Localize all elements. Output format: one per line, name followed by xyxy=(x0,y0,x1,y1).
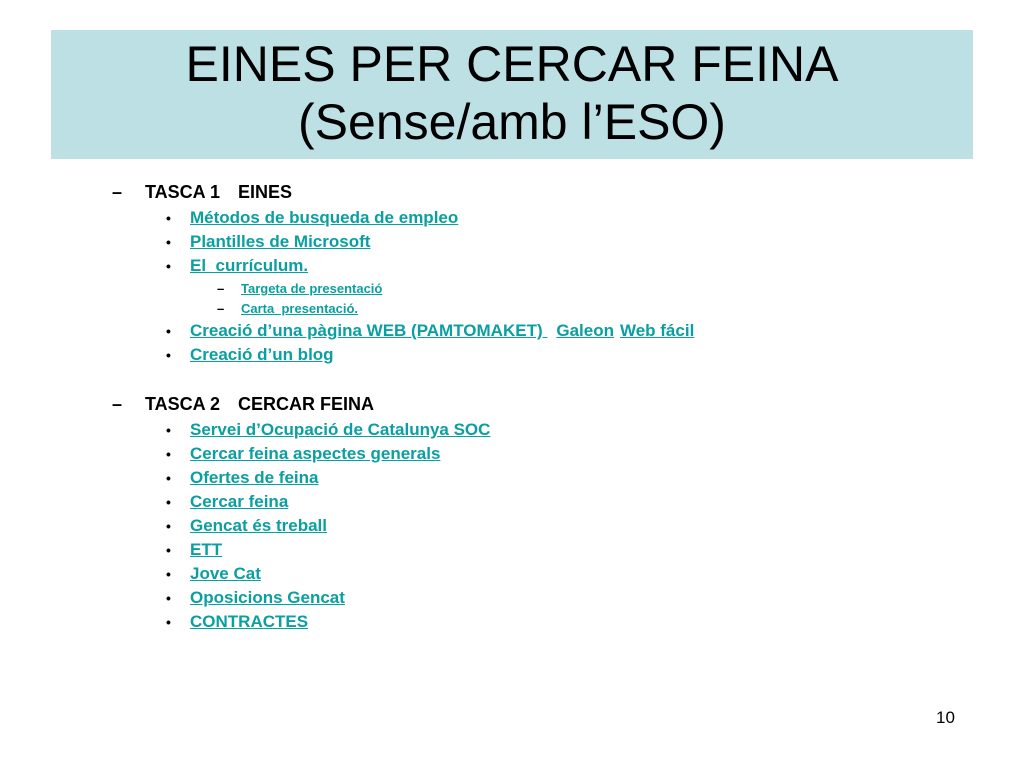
bullet-icon: • xyxy=(166,258,171,274)
tasca1-name: EINES xyxy=(238,182,293,202)
link-ofertes-feina[interactable]: Ofertes de feina xyxy=(190,468,319,487)
link-cercar-feina[interactable]: Cercar feina xyxy=(190,492,289,511)
link-contractes[interactable]: CONTRACTES xyxy=(190,612,309,631)
link-gencat-treball[interactable]: Gencat és treball xyxy=(190,516,328,535)
link-jove-cat[interactable]: Jove Cat xyxy=(190,564,261,583)
tasca2-label: TASCA 2 xyxy=(145,394,221,414)
page-number: 10 xyxy=(936,708,955,727)
link-servei-ocupacio-soc[interactable]: Servei d’Ocupació de Catalunya SOC xyxy=(190,420,491,439)
link-creacio-blog[interactable]: Creació d’un blog xyxy=(190,345,334,364)
dash-marker: – xyxy=(112,394,123,414)
bullet-icon: • xyxy=(166,590,171,606)
dash-marker: – xyxy=(217,301,225,316)
bullet-icon: • xyxy=(166,210,171,226)
link-targeta-presentacio[interactable]: Targeta de presentació xyxy=(241,281,383,296)
dash-marker: – xyxy=(112,182,123,202)
link-carta-presentacio[interactable]: Carta presentació. xyxy=(241,301,359,316)
link-galeon[interactable]: Galeon xyxy=(556,321,614,340)
bullet-icon: • xyxy=(166,347,171,363)
bullet-icon: • xyxy=(166,470,171,486)
dash-marker: – xyxy=(217,281,225,296)
bullet-icon: • xyxy=(166,518,171,534)
bullet-icon: • xyxy=(166,323,171,339)
slide-title: EINES PER CERCAR FEINA xyxy=(185,36,839,92)
bullet-icon: • xyxy=(166,494,171,510)
bullet-icon: • xyxy=(166,446,171,462)
bullet-icon: • xyxy=(166,566,171,582)
tasca2-name: CERCAR FEINA xyxy=(238,394,375,414)
link-el-curriculum[interactable]: El currículum. xyxy=(190,256,309,275)
link-cercar-feina-aspectes[interactable]: Cercar feina aspectes generals xyxy=(190,444,441,463)
link-oposicions-gencat[interactable]: Oposicions Gencat xyxy=(190,588,345,607)
slide-subtitle: (Sense/amb l’ESO) xyxy=(298,94,726,150)
link-ett[interactable]: ETT xyxy=(190,540,223,559)
bullet-icon: • xyxy=(166,542,171,558)
tasca1-label: TASCA 1 xyxy=(145,182,221,202)
link-metodos-busqueda-empleo[interactable]: Métodos de busqueda de empleo xyxy=(190,208,459,227)
bullet-icon: • xyxy=(166,234,171,250)
bullet-icon: • xyxy=(166,614,171,630)
link-plantilles-microsoft[interactable]: Plantilles de Microsoft xyxy=(190,232,371,251)
bullet-icon: • xyxy=(166,422,171,438)
link-creacio-pagina-web[interactable]: Creació d’una pàgina WEB (PAMTOMAKET) xyxy=(190,321,548,340)
link-web-facil[interactable]: Web fácil xyxy=(619,321,695,340)
